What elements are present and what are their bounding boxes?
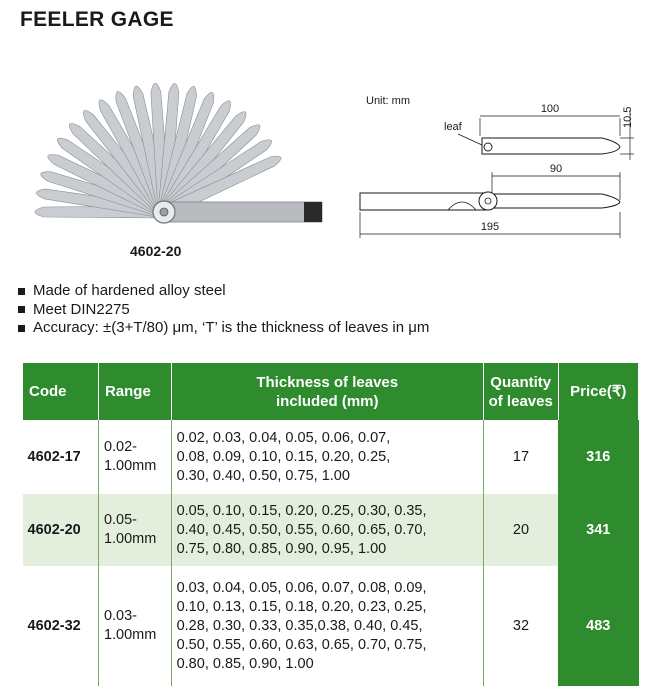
dimension-drawing [352,90,642,240]
cell-code: 4602-32 [23,566,99,686]
header-quantity: Quantity of leaves [483,363,558,420]
dim-width-label: 10.5 [622,106,634,128]
cell-price: 483 [558,566,638,686]
header-code: Code [23,363,99,420]
cell-range: 0.03- 1.00mm [98,566,171,686]
header-range: Range [98,363,171,420]
feature-item: Accuracy: ±(3+T/80) μm, ‘T’ is the thickness of leaves in μm [18,319,429,338]
cell-code: 4602-20 [23,494,99,566]
cell-quantity: 32 [483,566,558,686]
cell-thickness: 0.02, 0.03, 0.04, 0.05, 0.06, 0.07, 0.08, 0.09, 0.10, 0.15, 0.20, 0.25, 0.30, 0.40, 0.50, 0.75, 1.00 [171,420,483,494]
table-header-row [23,363,639,420]
feature-item: Meet DIN2275 [18,301,429,320]
header-thickness: Thickness of leaves included (mm) [171,363,483,420]
product-model-caption: 4602-20 [130,243,182,259]
feature-item: Made of hardened alloy steel [18,282,429,301]
cell-thickness: 0.03, 0.04, 0.05, 0.06, 0.07, 0.08, 0.09, 0.10, 0.13, 0.15, 0.18, 0.20, 0.23, 0.25, 0.28, 0.30, 0.33, 0.35,0.38, 0.40, 0.45, 0.50, 0.55, 0.60, 0.63, 0.65, 0.70, 0.75, 0.80, 0.85, 0.90, 1.00 [171,566,483,686]
table-row [23,566,639,686]
cell-range: 0.02- 1.00mm [98,420,171,494]
unit-label: Unit: mm [366,95,410,107]
dim-195-label: 195 [480,221,500,233]
table-row [23,494,639,566]
dim-90-label: 90 [549,163,563,175]
header-price: Price(₹) [558,363,638,420]
page-title: FEELER GAGE [20,8,174,31]
cell-code: 4602-17 [23,420,99,494]
feeler-gage-image [14,52,334,252]
bullet-square-icon [18,288,25,295]
table-row [23,420,639,494]
cell-quantity: 20 [483,494,558,566]
cell-quantity: 17 [483,420,558,494]
cell-price: 341 [558,494,638,566]
leaf-label: leaf [444,121,462,133]
cell-range: 0.05- 1.00mm [98,494,171,566]
feature-list [18,282,429,338]
cell-thickness: 0.05, 0.10, 0.15, 0.20, 0.25, 0.30, 0.35, 0.40, 0.45, 0.50, 0.55, 0.60, 0.65, 0.70, 0.75, 0.80, 0.85, 0.90, 0.95, 1.00 [171,494,483,566]
bullet-square-icon [18,325,25,332]
cell-price: 316 [558,420,638,494]
dim-100-label: 100 [540,103,560,115]
bullet-square-icon [18,306,25,313]
spec-table [22,363,639,686]
